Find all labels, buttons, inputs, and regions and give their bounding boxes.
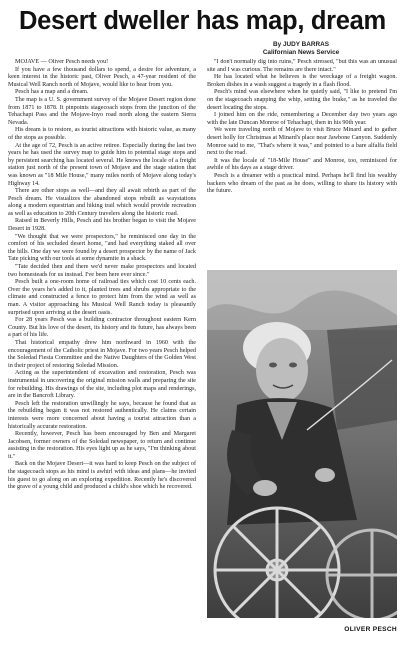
paragraph: "We thought that we were prospectors," he reminisced one day in the comfort of his secluded desert home, "and had everything staked all over the hills. One day we were found by a desert prospector by the name of Jack Tate picking with our tools at some dynamite in a shack.: [8, 233, 196, 263]
paragraph: If you have a few thousand dollars to spend, a desire for adventure, a keen interest in the historic past, Oliver Pesch, a 47-year resident of the Musical Well Ranch north of Mojave, would like to hear from you.: [8, 66, 196, 88]
paragraph: "I don't normally dig into ruins," Pesch stressed, "but this was an unusual site and I was curious. The remains are there intact.": [207, 59, 397, 73]
paragraph: The map is a U. S. government survey of the Mojave Desert region done from 1871 to 1878. It pinpoints stagecoach stops from the junction of the Tehachapi Pass and the Mojave-Inyo road north along the eastern Sierra Nevada.: [8, 96, 196, 126]
paragraph: Pesch is a dreamer with a practical mind. Perhaps he'll find his wealthy backers who dream of the past as he does, willing to share its history with the future.: [207, 172, 397, 195]
paragraph: He has located what he believes is the wreckage of a freight wagon. Broken dishes in a wash suggest a tragedy in a flash flood.: [207, 74, 397, 88]
paragraph: At the age of 72, Pesch is an active retiree. Especially during the last two years he has used the survey map to guide him to potential stage stops and by persistent searching has located several. He knows the locale of a freight station just north of the present town of Mojave and the stage station that was known as "18 Mile House," many miles north of Mojave along today's Highway 14.: [8, 142, 196, 187]
paragraph: Recently, however, Pesch has been encouraged by Ben and Margaret Jacobsen, former owners of the Soledad newspaper, to return and continue assisting in the restoration. His eyes light up as he says, "I'm thinking about it.": [8, 431, 196, 460]
paragraph: It was the locale of "18-Mile House" and Monroe, too, reminisced for awhile of his days as a stage driver.: [207, 157, 397, 172]
paragraph: Pesch has a map and a dream.: [15, 89, 89, 96]
paragraph: His dream is to restore, as tourist attractions with historic value, as many of the stops as possible.: [8, 127, 196, 141]
paragraph: I joined him on the ride, remembering a December day two years ago with the late Duncan Monroe of Tehachapi, then in his 90th year.: [207, 112, 397, 126]
paragraph: For 28 years Pesch was a building contractor throughout eastern Kern County. But his love of the desert, its history and its future, has always been a part of his life.: [8, 317, 196, 339]
photo-caption: OLIVER PESCH: [344, 626, 397, 633]
article-column-right: [207, 59, 397, 266]
paragraph: That historical empathy drew him northward in 1960 with the encouragement of the Catholic priest in Mojave. For two years Pesch helped the Soledad Fiesta Committee and the Native Daughters of the Golden West in their project of restoring Soledad Mission.: [8, 339, 196, 369]
paragraph: "Tate decided then and there we'd never make prospectors and located two homesteads for us instead. I've been here ever since.": [8, 264, 196, 278]
byline-service: Californian News Service: [262, 49, 340, 56]
article-column-left: [8, 59, 196, 643]
paragraph: Acting as the superintendent of excavation and restoration, Pesch was instrumental in uncovering the original mission walls and preparing the site for rebuilding. His drawings of the site, including plot maps and renderings, are in the Bancroft Library.: [8, 370, 196, 400]
paragraph: MOJAVE — Oliver Pesch needs you!: [15, 59, 109, 65]
paragraph: There are other stops as well—and they all await rebirth as part of the Pesch dream. He visualizes the abandoned stops rebuilt as waystations along a modern equestrian and hiking trail which would provide recreation as well as education to 20th Century travelers along the historic road.: [8, 188, 196, 217]
paragraph: We were traveling north of Mojave to visit Bruce Minard and to gather desert holly for Christmas at Minard's place near Jawbone Canyon. Suddenly Monroe said to me, "That's where it was," and pointed to a bare alfalfa field next to the road.: [207, 127, 397, 157]
portrait-photo-illustration: [207, 270, 397, 618]
paragraph: Back on the Mojave Desert—it was hard to keep Pesch on the subject of the stagecoach stops as his mind is awhirl with ideas and plans—he invited his guest to go along on an exploring expedition. Recently he's discovered the grave of a young child and produced a child's shoe which he recovered.: [8, 461, 196, 491]
paragraph: Pesch left the restoration unwillingly he says, because he found that as the rebuilding began it was not restored authentically. He claims certain interests were more concerned about having a tourist attraction than a historically accurate restoration.: [8, 400, 196, 430]
portrait-photo: [207, 270, 397, 618]
paragraph: Raised in Beverly Hills, Pesch and his brother began to visit the Mojave Desert in 1928.: [8, 218, 196, 233]
paragraph: Pesch built a one-room home of railroad ties which cost 10 cents each. Over the years he's added to it, planted trees and shrubs appropriate to the climate and constructed a fence to protect him from the wind as well as man. A visitor approaching his Musical Well Ranch today is pleasantly surprised upon arriving at the desert oasis.: [8, 279, 196, 316]
paragraph: Pesch's mind was elsewhere when he quietly said, "I like to pretend I'm on the stagecoach snapping the whip, setting the brake," as he traveled the desert locating the stops.: [207, 89, 397, 111]
byline: [206, 41, 396, 57]
byline-author: By JUDY BARRAS: [273, 41, 329, 48]
headline: Desert dweller has map, dream: [19, 7, 386, 35]
